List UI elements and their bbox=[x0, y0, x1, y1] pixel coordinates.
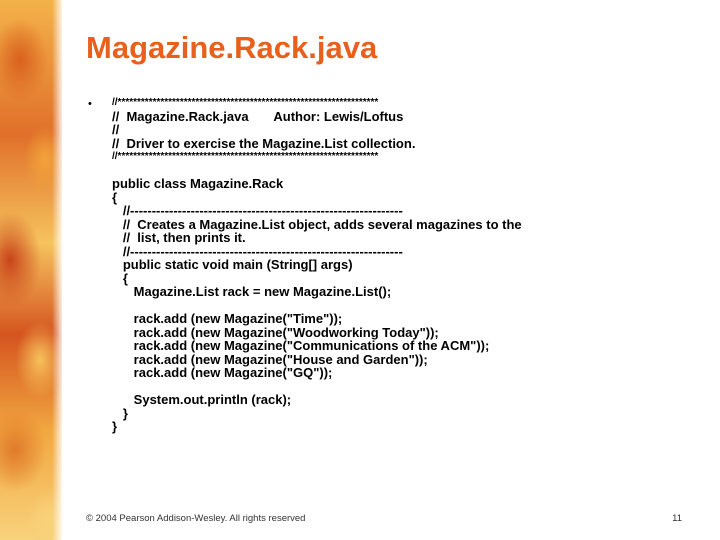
code-line: // Magazine.Rack.java Author: Lewis/Loftus bbox=[112, 108, 404, 124]
code-line: } bbox=[112, 419, 118, 434]
page-number: 11 bbox=[672, 513, 682, 524]
code-line: Magazine.List rack = new Magazine.List(); bbox=[112, 284, 392, 299]
code-line: { bbox=[112, 189, 118, 205]
code-line bbox=[112, 380, 522, 394]
code-line: // bbox=[112, 122, 120, 137]
code-line: rack.add (new Magazine("GQ")); bbox=[112, 365, 333, 380]
slide-title: Magazine.Rack.java bbox=[86, 30, 378, 65]
code-line: // list, then prints it. bbox=[112, 230, 246, 245]
code-line: //--------------------------------------------------------------- bbox=[112, 203, 403, 218]
code-line: //******************************************************************* bbox=[112, 151, 379, 162]
code-listing bbox=[112, 96, 522, 434]
code-line: System.out.println (rack); bbox=[112, 392, 292, 407]
code-line bbox=[112, 299, 522, 313]
code-line: // Creates a Magazine.List object, adds several magazines to the bbox=[112, 216, 522, 232]
code-line: rack.add (new Magazine("House and Garden")); bbox=[112, 351, 428, 367]
code-line: //--------------------------------------------------------------- bbox=[112, 243, 403, 259]
code-line bbox=[112, 164, 522, 178]
code-line: public static void main (String[] args) bbox=[112, 257, 353, 272]
code-line: public class Magazine.Rack bbox=[112, 176, 284, 191]
autumn-leaves-decoration bbox=[0, 0, 62, 540]
code-line: rack.add (new Magazine("Time")); bbox=[112, 311, 343, 326]
bullet-marker: • bbox=[88, 98, 92, 110]
code-line: // Driver to exercise the Magazine.List collection. bbox=[112, 135, 416, 151]
copyright-footer: © 2004 Pearson Addison-Wesley. All rights reserved bbox=[86, 513, 306, 524]
code-line: rack.add (new Magazine("Woodworking Today")); bbox=[112, 324, 439, 340]
code-line: //******************************************************************* bbox=[112, 97, 379, 108]
code-line: } bbox=[112, 405, 128, 421]
code-line: { bbox=[112, 270, 128, 286]
code-line: rack.add (new Magazine("Communications of the ACM")); bbox=[112, 338, 490, 353]
